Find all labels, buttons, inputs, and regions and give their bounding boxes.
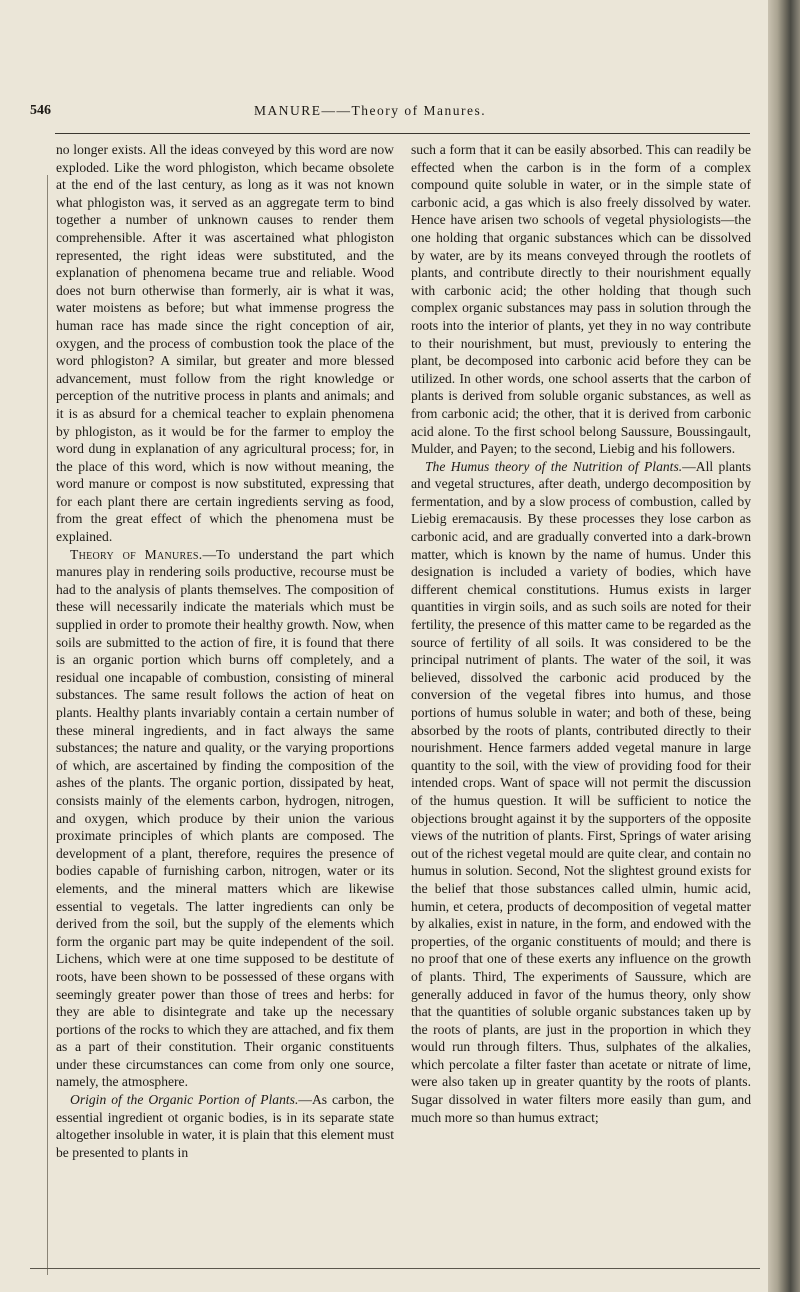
paragraph-text: —To understand the part which manures play in rendering soils productive, recourse must be had to the analysis of plants themselves. The composition of these will necessarily indicate the materials which must be supplied in order to promote their healthy growth. Now, when soils are submitted to the action of fire, it is found that there is an organic portion which burns off completely, and a residual one incapable of combustion, consisting of mineral substances. The same result follows the action of heat on plants. Healthy plants invariably contain a certain number of these mineral ingredients, and in fact always the same substances; the nature and quality, or the varying proportions of which, are ascertained by finding the composition of the ashes of the plants. The organic portion, dissipated by heat, consists mainly of the elements carbon, hydrogen, nitrogen, and oxygen, which produce by their union the various proximate principles of which plants are composed. The development of a plant, therefore, requires the presence of bodies capable of furnishing carbon, nitrogen, water or its elements, and the mineral matters which are likewise essential to vegetals. The latter ingredients can only be derived from the soil, but the supply of the elements which form the organic part may be quite independent of the soil. Lichens, which were at one time supposed to be destitute of roots, have been shown to be possessed of these organs with seemingly greater power than those of trees and herbs: for they are able to disintegrate and take up the necessary portions of the rocks to which they are attached, and fix them as a part of their constitution. Their organic constituents under these circumstances can come from only one source, namely, the atmosphere. (56, 546, 394, 1090)
paragraph (56, 546, 394, 1091)
paragraph-text: —As carbon, the essential ingredient ot organic bodies, is in its separate state altogether insoluble in water, it is plain that this element must be presented to plants in (56, 1092, 394, 1160)
section-heading: Origin of the Organic Portion of Plants. (70, 1092, 299, 1108)
footer-rule (30, 1268, 760, 1269)
margin-line (47, 175, 48, 1275)
page-header (30, 103, 750, 125)
paragraph-text: —All plants and vegetal structures, after death, undergo decomposition by fermentation, and by a slow process of combustion, called by Liebig eremacausis. By these processes they lose carbon as carbonic acid, and are gradually converted into a dark-brown matter, which is known by the name of humus. Under this designation is included a variety of bodies, which have different chemical constitutions. Humus exists in larger quantities in virgin soils, and as such soils are noted for their fertility, the presence of this matter came to be regarded as the source of fertility of all soils. It was considered to be the principal nutriment of plants. The water of the soil, it was believed, dissolved the carbonic acid produced by the conversion of the vegetal fibres into humus, and those portions of humus soluble in water; and both of these, being absorbed by the roots of plants, contributed directly to their nourishment. Hence farmers added vegetal manure in large quantity to the soil, with the view of providing food for their intended crops. Want of space will not permit the discussion of the humus question. It will be sufficient to notice the objections brought against it by the supporters of the opposite views of the nutrition of plants. First, Springs of water arising out of the richest vegetal mould are quite clear, and contain no humus in solution. Second, Not the slightest ground exists for the belief that those substances called ulmin, humic acid, humin, et cetera, products of decomposition of vegetal matter by alkalies, exist in nature, in the form, and endowed with the properties, of the organic constituents of mould; and there is no proof that one of these exerts any influence on the growth of plants. Third, The experiments of Saussure, which are generally adduced in favor of the humus theory, only show that the quantities of soluble organic substances taken up by the roots of plants, are just in the proportion in which they would run through filters. Thus, sulphates of the alkalies, which percolate a filter faster than acetate or nitrate of lime, were also taken up in greater quantity by the roots of plants. Sugar dissolved in water filters more easily than gum, and much more so than humus extract; (411, 458, 751, 1125)
right-column (411, 141, 751, 1126)
paragraph (56, 1091, 394, 1161)
page-number: 546 (30, 103, 51, 118)
paragraph (411, 458, 751, 1127)
section-heading: The Humus theory of the Nutrition of Plants. (425, 458, 683, 474)
section-heading: Theory of Manures. (70, 546, 203, 562)
paragraph: such a form that it can be easily absorbed. This can readily be effected when the carbon is in the form of a complex compound quite soluble in water, or in the simple state of carbonic acid, a gas which is also freely dissolved by water. Hence have arisen two schools of vegetal physiologists—the one holding that organic substances which can be dissolved by water, are by its means conveyed through the rootlets of plants, and contribute directly to their nourishment equally with carbonic acid; the other holding that though such complex organic substances may pass in solution through the roots into the interior of plants, yet they in no way contribute to their nourishment, but must, previously to entering the plant, be decomposed into carbonic acid before they can be utilized. In other words, one school asserts that the carbon of plants is derived from soluble organic substances, as well as from carbonic acid; the other, that it is derived from carbonic acid alone. To the first school belong Saussure, Boussingault, Mulder, and Payen; to the second, Liebig and his followers. (411, 142, 751, 457)
left-column (56, 141, 394, 1161)
page-edge (768, 0, 800, 1292)
header-rule (55, 133, 750, 134)
running-head: MANURE——Theory of Manures. (254, 103, 487, 118)
paragraph: no longer exists. All the ideas conveyed by this word are now exploded. Like the word phlogiston, which became obsolete at the end of the last century, as long as it was not known what phlogiston was, it served as an aggregate term to bind together a number of unknown causes to render them comprehensible. After it was ascertained what phlogiston represented, the right ideas were substituted, and the explanation of phenomena became true and reliable. Wood does not burn otherwise than formerly, air is what it was, water moistens as before; but what immense progress the human race has made since the right conception of air, oxygen, and the process of combustion took the place of the word phlogiston? A similar, but greater and more blessed advancement, must follow from the right knowledge or perception of the nutritive process in plants and animals; and it is as absurd for a chemical teacher to explain phenomena by phlogiston, as it would be for the farmer to employ the word dung in explanation of any agricultural process; for, in the place of this word, which is now without meaning, the word manure or compost is now substituted, expressing that for each plant there are certain ingredients serving as food, from the great effect of which the phenomena must be explained. (56, 142, 394, 545)
